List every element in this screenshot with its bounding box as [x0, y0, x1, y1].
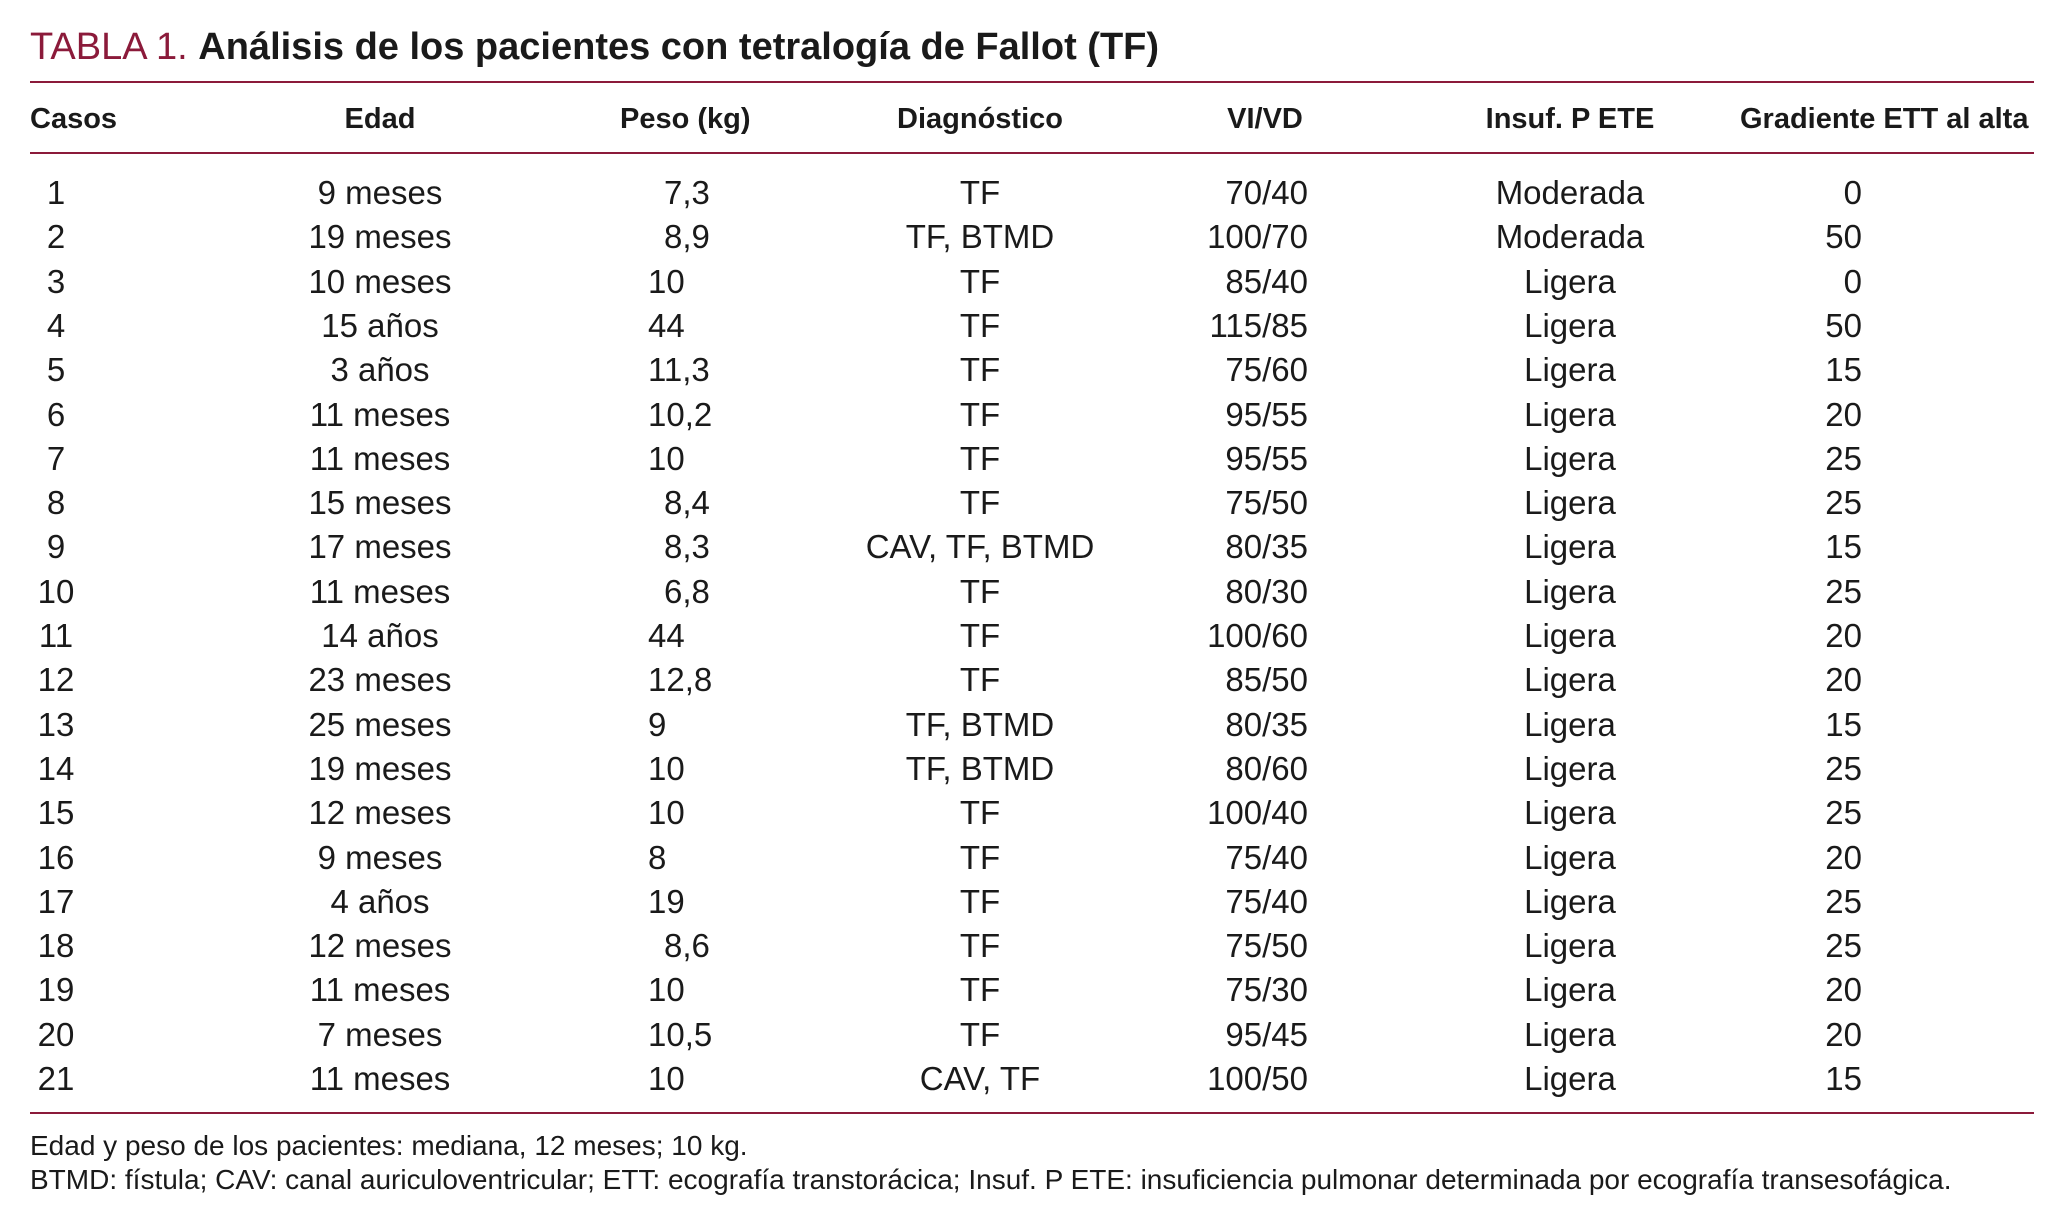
cell-caso: 8 [46, 484, 66, 522]
cell-gradiente: 25 [1825, 572, 1862, 610]
cell-edad: 3 años [330, 351, 430, 389]
cell-gradiente: 50 [1825, 218, 1862, 256]
cell-peso: 7,3 [664, 174, 710, 211]
footnote-abbreviations: BTMD: fístula; CAV: canal auriculoventricular; ETT: ecografía transtorácica; Insuf. P ETE: insuficiencia pulmonar determinada por ecografía transesofágica. [30, 1164, 1952, 1195]
cell-caso: 6 [46, 395, 66, 433]
cell-gradiente: 25 [1825, 882, 1862, 920]
cell-gradiente: 25 [1825, 794, 1862, 832]
cell-edad: 9 meses [317, 174, 443, 211]
cell-vivd: 75/30 [1225, 971, 1308, 1009]
cell-peso: 10,5 [648, 1015, 713, 1053]
cell-diagnostico: TF [959, 661, 1001, 699]
cell-diagnostico: TF [959, 484, 1001, 522]
cell-insuf: Ligera [1524, 395, 1616, 433]
table-label: TABLA 1. [30, 26, 188, 68]
cell-gradiente: 25 [1825, 484, 1862, 522]
cell-vivd: 100/60 [1207, 617, 1308, 654]
cell-diagnostico: CAV, TF, BTMD [865, 528, 1095, 566]
table-row [0, 525, 2054, 569]
cell-diagnostico: TF, BTMD [905, 749, 1055, 787]
cell-insuf: Moderada [1495, 218, 1645, 256]
cell-peso: 10 [648, 439, 685, 477]
cell-diagnostico: TF [959, 882, 1001, 920]
cell-caso: 1 [46, 174, 66, 211]
cell-edad: 15 meses [308, 484, 452, 522]
table-row [0, 924, 2054, 968]
table-row [0, 304, 2054, 348]
cell-peso: 44 [648, 617, 685, 654]
cell-peso: 10 [648, 1060, 685, 1097]
cell-gradiente: 25 [1825, 439, 1862, 477]
cell-gradiente: 0 [1843, 262, 1862, 300]
cell-edad: 12 meses [308, 927, 452, 965]
cell-diagnostico: TF [959, 1015, 1001, 1053]
cell-edad: 12 meses [308, 794, 452, 832]
cell-peso: 9 [648, 705, 667, 743]
cell-insuf: Ligera [1524, 661, 1616, 699]
bottom-rule [30, 1112, 2034, 1114]
table-header [0, 96, 2054, 142]
table-row [0, 348, 2054, 392]
cell-insuf: Ligera [1524, 262, 1616, 300]
cell-diagnostico: TF, BTMD [905, 218, 1055, 256]
table-row [0, 703, 2054, 747]
cell-insuf: Ligera [1524, 705, 1616, 743]
table-row [0, 260, 2054, 304]
table-row [0, 393, 2054, 437]
cell-gradiente: 50 [1825, 306, 1862, 344]
cell-insuf: Ligera [1524, 838, 1616, 876]
cell-vivd: 80/35 [1225, 705, 1308, 743]
cell-edad: 15 años [321, 306, 439, 344]
cell-vivd: 70/40 [1225, 174, 1308, 211]
header-gradiente: Gradiente ETT al alta [1740, 103, 2029, 135]
cell-vivd: 95/55 [1225, 395, 1308, 433]
cell-insuf: Ligera [1524, 528, 1616, 566]
cell-vivd: 80/30 [1225, 572, 1308, 610]
cell-gradiente: 20 [1825, 971, 1862, 1009]
header-rule [30, 152, 2034, 154]
cell-peso: 8 [648, 838, 667, 876]
cell-caso: 14 [37, 749, 75, 787]
cell-peso: 10,2 [648, 395, 713, 433]
cell-vivd: 75/50 [1225, 927, 1308, 965]
cell-vivd: 95/55 [1225, 439, 1308, 477]
table-row [0, 1013, 2054, 1057]
table-row [0, 658, 2054, 702]
cell-caso: 9 [46, 528, 66, 566]
cell-gradiente: 20 [1825, 617, 1862, 654]
cell-peso: 10 [648, 794, 685, 832]
cell-caso: 2 [46, 218, 66, 256]
cell-peso: 8,9 [664, 218, 710, 256]
cell-insuf: Ligera [1524, 749, 1616, 787]
cell-caso: 5 [46, 351, 66, 389]
cell-gradiente: 15 [1825, 705, 1862, 743]
cell-diagnostico: TF [959, 439, 1001, 477]
cell-gradiente: 15 [1825, 351, 1862, 389]
cell-vivd: 100/40 [1207, 794, 1308, 832]
cell-edad: 7 meses [317, 1015, 443, 1053]
cell-peso: 8,3 [664, 528, 710, 566]
cell-caso: 16 [37, 838, 75, 876]
cell-edad: 11 meses [309, 1060, 451, 1097]
cell-gradiente: 0 [1843, 174, 1862, 211]
cell-vivd: 85/40 [1225, 262, 1308, 300]
cell-diagnostico: TF [959, 395, 1001, 433]
table-row [0, 215, 2054, 259]
cell-diagnostico: TF [959, 927, 1001, 965]
cell-vivd: 75/40 [1225, 838, 1308, 876]
cell-edad: 10 meses [308, 262, 452, 300]
cell-insuf: Ligera [1524, 1060, 1616, 1097]
cell-caso: 11 [38, 617, 74, 654]
cell-gradiente: 25 [1825, 749, 1862, 787]
table-row [0, 614, 2054, 658]
cell-insuf: Moderada [1495, 174, 1645, 211]
cell-caso: 7 [46, 439, 66, 477]
cell-caso: 12 [37, 661, 75, 699]
cell-insuf: Ligera [1524, 971, 1616, 1009]
cell-gradiente: 20 [1825, 1015, 1862, 1053]
cell-diagnostico: TF [959, 351, 1001, 389]
cell-insuf: Ligera [1524, 439, 1616, 477]
header-diagnostico: Diagnóstico [897, 103, 1063, 135]
cell-peso: 8,6 [664, 927, 710, 965]
cell-vivd: 80/35 [1225, 528, 1308, 566]
cell-caso: 4 [46, 306, 66, 344]
cell-peso: 44 [648, 306, 685, 344]
cell-vivd: 75/40 [1225, 882, 1308, 920]
cell-insuf: Ligera [1524, 617, 1616, 654]
cell-vivd: 95/45 [1225, 1015, 1308, 1053]
cell-caso: 10 [37, 572, 75, 610]
cell-insuf: Ligera [1524, 484, 1616, 522]
table-caption [30, 22, 1159, 72]
cell-diagnostico: TF [959, 572, 1001, 610]
footnote-summary: Edad y peso de los pacientes: mediana, 12 meses; 10 kg. [30, 1130, 748, 1161]
header-casos: Casos [30, 103, 118, 135]
cell-gradiente: 20 [1825, 838, 1862, 876]
cell-edad: 14 años [321, 617, 439, 654]
cell-caso: 17 [37, 882, 75, 920]
cell-gradiente: 15 [1825, 528, 1862, 566]
table-row [0, 747, 2054, 791]
cell-insuf: Ligera [1524, 1015, 1616, 1053]
cell-insuf: Ligera [1524, 351, 1616, 389]
cell-edad: 9 meses [317, 838, 443, 876]
cell-peso: 10 [648, 971, 685, 1009]
cell-caso: 13 [37, 705, 75, 743]
header-insuf: Insuf. P ETE [1485, 103, 1655, 135]
cell-vivd: 80/60 [1225, 749, 1308, 787]
table-row [0, 570, 2054, 614]
cell-diagnostico: TF [959, 174, 1001, 211]
cell-peso: 11,3 [648, 351, 710, 389]
table-row [0, 836, 2054, 880]
cell-caso: 20 [37, 1015, 75, 1053]
cell-insuf: Ligera [1524, 794, 1616, 832]
cell-diagnostico: TF [959, 262, 1001, 300]
cell-caso: 15 [37, 794, 75, 832]
table-row [0, 880, 2054, 924]
table-title: Análisis de los pacientes con tetralogía de Fallot (TF) [198, 26, 1160, 68]
cell-edad: 4 años [330, 882, 430, 920]
cell-vivd: 100/70 [1207, 218, 1308, 256]
cell-peso: 10 [648, 749, 685, 787]
cell-vivd: 115/85 [1209, 306, 1308, 344]
table-row [0, 791, 2054, 835]
cell-diagnostico: CAV, TF [919, 1060, 1041, 1097]
table-row [0, 1057, 2054, 1101]
header-vivd: VI/VD [1227, 103, 1303, 135]
cell-edad: 11 meses [309, 572, 451, 610]
cell-caso: 3 [46, 262, 66, 300]
table-row [0, 437, 2054, 481]
table-row [0, 481, 2054, 525]
cell-gradiente: 20 [1825, 395, 1862, 433]
cell-vivd: 85/50 [1225, 661, 1308, 699]
cell-edad: 19 meses [308, 749, 452, 787]
cell-peso: 6,8 [664, 572, 710, 610]
cell-insuf: Ligera [1524, 306, 1616, 344]
cell-diagnostico: TF [959, 306, 1001, 344]
cell-vivd: 75/60 [1225, 351, 1308, 389]
cell-insuf: Ligera [1524, 882, 1616, 920]
cell-insuf: Ligera [1524, 927, 1616, 965]
cell-caso: 21 [37, 1060, 75, 1097]
top-rule [30, 81, 2034, 83]
header-peso: Peso (kg) [620, 103, 751, 135]
cell-vivd: 100/50 [1207, 1060, 1308, 1097]
cell-vivd: 75/50 [1225, 484, 1308, 522]
cell-insuf: Ligera [1524, 572, 1616, 610]
cell-edad: 11 meses [309, 439, 451, 477]
cell-peso: 19 [648, 882, 685, 920]
header-edad: Edad [344, 103, 416, 135]
cell-caso: 19 [37, 971, 75, 1009]
cell-diagnostico: TF [959, 794, 1001, 832]
cell-edad: 11 meses [309, 395, 451, 433]
cell-diagnostico: TF [959, 838, 1001, 876]
cell-gradiente: 25 [1825, 927, 1862, 965]
table-row [0, 968, 2054, 1012]
cell-edad: 23 meses [308, 661, 452, 699]
cell-peso: 10 [648, 262, 685, 300]
cell-diagnostico: TF, BTMD [905, 705, 1055, 743]
cell-edad: 17 meses [308, 528, 452, 566]
cell-peso: 8,4 [664, 484, 710, 522]
cell-gradiente: 15 [1825, 1060, 1862, 1097]
cell-caso: 18 [37, 927, 75, 965]
table-row [0, 171, 2054, 215]
cell-gradiente: 20 [1825, 661, 1862, 699]
cell-diagnostico: TF [959, 617, 1001, 654]
cell-peso: 12,8 [648, 661, 713, 699]
cell-edad: 19 meses [308, 218, 452, 256]
cell-edad: 25 meses [308, 705, 452, 743]
cell-edad: 11 meses [309, 971, 451, 1009]
cell-diagnostico: TF [959, 971, 1001, 1009]
